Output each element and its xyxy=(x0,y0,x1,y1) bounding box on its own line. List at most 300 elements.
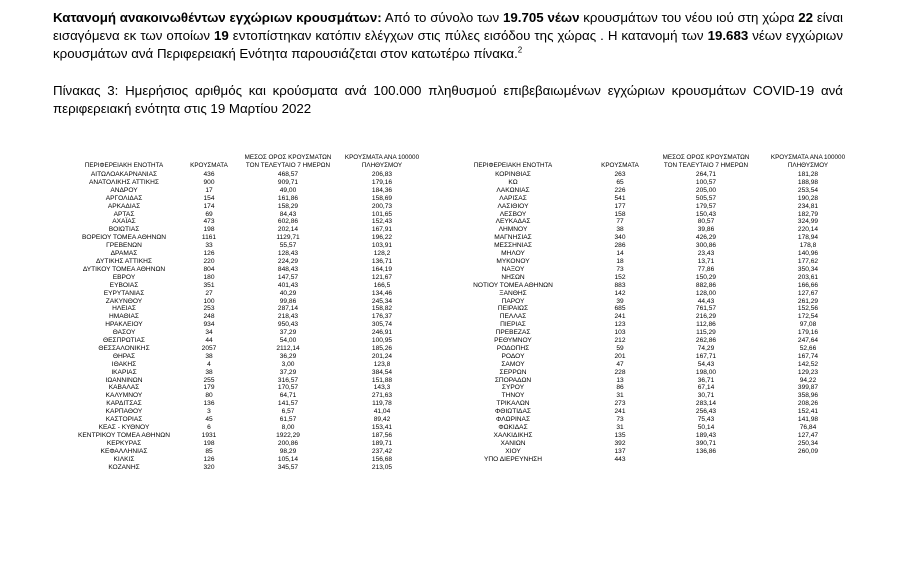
cell-cases: 80 xyxy=(205,392,213,400)
cell-avg7: 36,29 xyxy=(279,352,297,360)
cell-per100k: 134,46 xyxy=(371,289,393,297)
cell-cases: 883 xyxy=(614,281,626,289)
cell-cases: 1931 xyxy=(201,431,217,439)
cell-per100k: 177,62 xyxy=(797,257,819,265)
table-row xyxy=(58,400,848,408)
cell-per100k: 127,47 xyxy=(797,431,819,439)
cell-region: ΠΑΡΟΥ xyxy=(501,297,525,305)
cell-avg7: 1922,29 xyxy=(276,431,300,439)
cell-per100k: 234,81 xyxy=(797,202,819,210)
cell-region: ΒΟΡΕΙΟΥ ΤΟΜΕΑ ΑΘΗΝΩΝ xyxy=(81,234,167,242)
table-row xyxy=(58,266,848,274)
cell-region: ΘΑΣΟΥ xyxy=(112,329,136,337)
cell-avg7: 8,00 xyxy=(281,424,295,431)
cell-region: ΝΗΣΩΝ xyxy=(501,273,525,281)
cell-cases: 255 xyxy=(203,376,215,384)
cell-cases: 685 xyxy=(614,305,626,313)
cell-avg7: 426,29 xyxy=(695,234,717,242)
cell-region: ΚΕΝΤΡΙΚΟΥ ΤΟΜΕΑ ΑΘΗΝΩΝ xyxy=(78,431,170,439)
cell-avg7: 345,57 xyxy=(277,463,299,471)
cell-per100k: 182,79 xyxy=(797,210,819,218)
header-cases-right: ΚΡΟΥΣΜΑΤΑ xyxy=(601,161,639,169)
table-row xyxy=(58,313,848,321)
cell-cases: 180 xyxy=(203,273,215,281)
cell-cases: 85 xyxy=(205,447,213,455)
header-per100k-line1: ΚΡΟΥΣΜΑΤΑ ΑΝΑ 100000 xyxy=(770,154,846,161)
cell-avg7: 150,43 xyxy=(695,210,717,218)
cell-per100k: 187,56 xyxy=(371,431,393,439)
cell-per100k: 203,61 xyxy=(797,273,819,281)
cell-per100k: 89,42 xyxy=(373,416,391,424)
header-per100k-left xyxy=(342,154,422,169)
cell-per100k: 181,28 xyxy=(797,171,819,178)
cell-cases: 14 xyxy=(616,250,624,258)
cell-avg7: 37,29 xyxy=(279,329,297,337)
cell-cases: 103 xyxy=(614,329,626,337)
cell-region: ΠΕΛΛΑΣ xyxy=(499,313,527,321)
cell-per100k: 200,73 xyxy=(371,202,393,210)
cell-cases: 13 xyxy=(616,376,624,384)
cell-region: ΚΕΦΑΛΛΗΝΙΑΣ xyxy=(100,447,148,455)
table-row xyxy=(58,298,848,306)
cell-avg7: 300,86 xyxy=(695,242,717,250)
cell-avg7: 30,71 xyxy=(697,392,715,400)
cell-cases: 340 xyxy=(614,234,626,242)
header-region-left: ΠΕΡΙΦΕΡΕΙΑΚΗ ΕΝΟΤΗΤΑ xyxy=(84,161,164,169)
cell-per100k: 208,26 xyxy=(797,400,819,408)
cell-per100k: 103,91 xyxy=(371,242,393,250)
cell-per100k: 158,82 xyxy=(371,305,393,313)
cell-region: ΚΑΡΔΙΤΣΑΣ xyxy=(106,400,142,408)
cell-avg7: 141,57 xyxy=(277,400,299,408)
cell-per100k: 128,2 xyxy=(373,250,391,258)
cell-avg7: 64,71 xyxy=(279,392,297,400)
cell-avg7: 80,57 xyxy=(697,218,715,226)
cell-region: ΚΑΡΠΑΘΟΥ xyxy=(105,408,143,416)
cell-region: ΔΥΤΙΚΗΣ ΑΤΤΙΚΗΣ xyxy=(96,257,152,265)
cell-region: ΚΟΖΑΝΗΣ xyxy=(108,463,140,471)
cell-cases: 4 xyxy=(207,360,211,368)
cell-avg7: 40,29 xyxy=(279,289,297,297)
cell-cases: 39 xyxy=(616,297,624,305)
cell-cases: 126 xyxy=(203,250,215,258)
cell-avg7: 2112,14 xyxy=(276,344,300,352)
cell-region: ΦΩΚΙΔΑΣ xyxy=(498,424,528,431)
cell-avg7: 468,57 xyxy=(277,171,299,178)
cell-cases: 273 xyxy=(614,400,626,408)
cell-cases: 34 xyxy=(205,329,213,337)
cell-cases: 33 xyxy=(205,242,213,250)
cell-per100k: 179,16 xyxy=(797,329,819,337)
cell-per100k: 324,99 xyxy=(797,218,819,226)
cell-avg7: 158,29 xyxy=(277,202,299,210)
cell-avg7: 105,14 xyxy=(277,455,299,463)
cell-region: ΦΘΙΩΤΙΔΑΣ xyxy=(495,408,531,416)
cell-region: ΛΕΣΒΟΥ xyxy=(499,210,527,218)
cell-cases: 248 xyxy=(203,313,215,321)
cell-avg7: 283,14 xyxy=(695,400,717,408)
cell-avg7: 256,43 xyxy=(695,408,717,416)
cell-region: ΣΥΡΟΥ xyxy=(501,384,525,392)
cell-cases: 38 xyxy=(205,368,213,376)
cell-cases: 69 xyxy=(205,210,213,218)
cell-avg7: 74,29 xyxy=(697,344,715,352)
cell-per100k: 152,56 xyxy=(797,305,819,313)
cell-cases: 226 xyxy=(614,186,626,194)
intro-imported: 22 xyxy=(798,10,814,25)
header-avg-line2: ΤΟΝ ΤΕΛΕΥΤΑΙΟ 7 ΗΜΕΡΩΝ xyxy=(245,161,331,169)
table-row xyxy=(58,211,848,219)
cell-cases: 38 xyxy=(616,226,624,234)
cell-region: ΝΑΞΟΥ xyxy=(501,265,525,273)
table-row xyxy=(58,440,848,448)
cell-per100k: 189,71 xyxy=(371,439,393,447)
cell-per100k: 152,41 xyxy=(797,408,819,416)
cell-per100k: 119,78 xyxy=(372,400,392,408)
cell-cases: 174 xyxy=(203,202,215,210)
cell-per100k: 190,28 xyxy=(797,194,819,202)
cell-region: ΗΡΑΚΛΕΙΟΥ xyxy=(105,321,143,329)
cell-cases: 73 xyxy=(616,416,624,424)
cell-per100k: 201,24 xyxy=(371,352,393,360)
table-row xyxy=(58,464,848,472)
table-row xyxy=(58,456,848,464)
cell-per100k: 185,26 xyxy=(371,344,393,352)
cell-cases: 3 xyxy=(207,408,211,416)
cell-avg7: 84,43 xyxy=(279,210,297,218)
table-row xyxy=(58,234,848,242)
cell-per100k: 121,67 xyxy=(371,273,393,281)
cell-region: ΙΚΑΡΙΑΣ xyxy=(111,368,137,376)
cell-region: ΦΛΩΡΙΝΑΣ xyxy=(495,416,531,424)
cell-avg7: 602,86 xyxy=(277,218,299,226)
table-row xyxy=(58,274,848,282)
cell-per100k: 142,52 xyxy=(797,360,819,368)
cell-per100k: 52,66 xyxy=(799,344,817,352)
cell-per100k: 260,09 xyxy=(797,447,819,455)
cell-per100k: 358,96 xyxy=(797,392,819,400)
cell-region: ΤΡΙΚΑΛΩΝ xyxy=(496,400,530,408)
cell-region: ΚΑΣΤΟΡΙΑΣ xyxy=(105,416,143,424)
cell-region: ΗΜΑΘΙΑΣ xyxy=(109,313,139,321)
cell-avg7: 150,29 xyxy=(695,273,717,281)
cell-per100k: 196,22 xyxy=(371,234,393,242)
cell-per100k: 305,74 xyxy=(371,321,393,329)
table-row xyxy=(58,290,848,298)
cell-cases: 142 xyxy=(614,289,626,297)
cell-cases: 59 xyxy=(616,344,624,352)
cell-avg7: 50,14 xyxy=(697,424,715,431)
cell-avg7: 205,00 xyxy=(695,186,717,194)
cell-cases: 137 xyxy=(614,447,626,455)
cell-per100k: 220,14 xyxy=(797,226,819,234)
cell-region: ΚΑΛΥΜΝΟΥ xyxy=(105,392,143,400)
cell-region: ΑΡΤΑΣ xyxy=(113,210,135,218)
table-row xyxy=(58,432,848,440)
cell-region: ΕΥΡΥΤΑΝΙΑΣ xyxy=(103,289,145,297)
cell-cases: 27 xyxy=(205,289,213,297)
cell-cases: 86 xyxy=(616,384,624,392)
cell-cases: 212 xyxy=(614,337,626,345)
cell-avg7: 49,00 xyxy=(279,186,297,194)
cell-cases: 31 xyxy=(616,392,624,400)
cell-region: ΧΙΟΥ xyxy=(505,447,521,455)
cell-region: ΔΡΑΜΑΣ xyxy=(110,250,138,258)
cell-avg7: 161,86 xyxy=(277,194,299,202)
cell-cases: 65 xyxy=(616,178,624,186)
cell-per100k: 250,34 xyxy=(797,439,819,447)
table-row xyxy=(58,392,848,400)
cell-region: ΑΝΔΡΟΥ xyxy=(110,186,138,194)
cell-region: ΘΗΡΑΣ xyxy=(112,352,136,360)
intro-border: 19 xyxy=(213,28,229,44)
cell-region: ΠΕΙΡΑΙΩΣ xyxy=(497,305,529,313)
cell-per100k: 166,5 xyxy=(373,281,391,289)
table-row xyxy=(58,384,848,392)
intro-text-3: είναι εισαγόμενα εκ των οποίων xyxy=(53,10,844,44)
table-row xyxy=(58,250,848,258)
cell-avg7: 202,14 xyxy=(277,226,299,234)
table-row xyxy=(58,321,848,329)
cell-region: ΧΑΝΙΩΝ xyxy=(500,439,526,447)
cell-avg7: 224,29 xyxy=(277,257,299,265)
cell-avg7: 167,71 xyxy=(695,352,717,360)
cell-region: ΕΥΒΟΙΑΣ xyxy=(109,281,139,289)
cell-cases: 253 xyxy=(203,305,215,313)
table-row xyxy=(58,337,848,345)
cell-per100k: 176,37 xyxy=(371,313,393,321)
cell-region: ΑΡΚΑΔΙΑΣ xyxy=(107,202,141,210)
cell-per100k: 101,65 xyxy=(371,210,393,218)
cell-cases: 179 xyxy=(203,384,215,392)
cell-cases: 351 xyxy=(203,281,215,289)
cell-region: ΠΙΕΡΙΑΣ xyxy=(500,321,526,329)
cell-avg7: 401,43 xyxy=(277,281,299,289)
cell-per100k: 350,34 xyxy=(797,265,819,273)
cell-region: ΑΝΑΤΟΛΙΚΗΣ ΑΤΤΙΚΗΣ xyxy=(89,178,159,186)
table-row xyxy=(58,171,848,179)
cell-cases: 228 xyxy=(614,368,626,376)
table-row xyxy=(58,226,848,234)
cell-per100k: 151,88 xyxy=(371,376,393,384)
cell-per100k: 158,69 xyxy=(371,194,393,202)
table-row xyxy=(58,424,848,432)
cell-avg7: 115,29 xyxy=(696,329,716,337)
cell-region: ΜΑΓΝΗΣΙΑΣ xyxy=(494,234,532,242)
cell-avg7: 99,86 xyxy=(279,297,297,305)
cell-cases: 934 xyxy=(203,321,215,329)
cell-avg7: 55,57 xyxy=(279,242,297,250)
cell-region: ΧΑΛΚΙΔΙΚΗΣ xyxy=(493,431,533,439)
cell-region: ΛΕΥΚΑΔΑΣ xyxy=(495,218,531,226)
cell-avg7: 848,43 xyxy=(277,265,299,273)
header-avg-line1: ΜΕΣΟΣ ΟΡΟΣ ΚΡΟΥΣΜΑΤΩΝ xyxy=(662,154,750,161)
cell-avg7: 23,43 xyxy=(697,250,715,258)
cell-per100k: 153,41 xyxy=(371,424,393,431)
table-row xyxy=(58,282,848,290)
cell-avg7: 100,57 xyxy=(695,178,717,186)
cell-cases: 201 xyxy=(614,352,626,360)
cell-cases: 804 xyxy=(203,265,215,273)
cell-region: ΙΘΑΚΗΣ xyxy=(111,360,137,368)
cell-region: ΒΟΙΩΤΙΑΣ xyxy=(108,226,140,234)
cell-cases: 320 xyxy=(203,463,215,471)
cell-avg7: 75,43 xyxy=(697,416,715,424)
cell-per100k: 172,54 xyxy=(797,313,819,321)
cell-region: ΖΑΚΥΝΘΟΥ xyxy=(105,297,143,305)
cell-per100k: 261,29 xyxy=(797,297,819,305)
cell-avg7: 13,71 xyxy=(697,257,715,265)
intro-heading: Κατανομή ανακοινωθέντων εγχώριων κρουσμάτων: xyxy=(53,10,382,25)
cell-region: ΔΥΤΙΚΟΥ ΤΟΜΕΑ ΑΘΗΝΩΝ xyxy=(82,265,166,273)
cell-per100k: 167,74 xyxy=(797,352,819,360)
cell-per100k: 152,43 xyxy=(371,218,393,226)
header-per100k-line2: ΠΛΗΘΥΣΜΟΥ xyxy=(361,161,403,169)
cell-per100k: 100,95 xyxy=(371,337,393,345)
cell-avg7: 39,86 xyxy=(697,226,715,234)
cell-per100k: 179,16 xyxy=(371,178,393,186)
intro-total-new: 19.705 νέων xyxy=(503,10,580,25)
cell-per100k: 246,91 xyxy=(371,329,393,337)
cell-cases: 436 xyxy=(203,171,215,178)
cell-cases: 44 xyxy=(205,337,213,345)
cell-cases: 392 xyxy=(614,439,626,447)
cell-per100k: 253,54 xyxy=(797,186,819,194)
cell-avg7: 112,86 xyxy=(696,321,716,329)
cell-avg7: 761,57 xyxy=(695,305,717,313)
cell-avg7: 505,57 xyxy=(695,194,717,202)
cell-cases: 541 xyxy=(614,194,626,202)
cell-region: ΚΕΑΣ - ΚΥΘΝΟΥ xyxy=(98,424,150,431)
table-row xyxy=(58,203,848,211)
cell-per100k: 184,36 xyxy=(371,186,393,194)
cell-region: ΚΕΡΚΥΡΑΣ xyxy=(106,439,142,447)
cell-avg7: 316,57 xyxy=(277,376,299,384)
cell-cases: 6 xyxy=(207,424,211,431)
header-cases-left: ΚΡΟΥΣΜΑΤΑ xyxy=(190,161,228,169)
table-row xyxy=(58,258,848,266)
cell-per100k: 384,54 xyxy=(371,368,393,376)
cell-avg7: 61,57 xyxy=(279,416,297,424)
cell-avg7: 98,29 xyxy=(279,447,297,455)
cell-cases: 123 xyxy=(614,321,626,329)
cell-region: ΜΕΣΣΗΝΙΑΣ xyxy=(494,242,532,250)
cell-per100k: 140,96 xyxy=(797,250,819,258)
cell-region: ΞΑΝΘΗΣ xyxy=(499,289,527,297)
cell-cases: 136 xyxy=(203,400,215,408)
cell-cases: 473 xyxy=(203,218,215,226)
cell-per100k: 237,42 xyxy=(371,447,393,455)
table-row xyxy=(58,242,848,250)
cell-avg7: 262,86 xyxy=(695,337,717,345)
intro-text-4: εντοπίστηκαν κατόπιν ελέγχων στις πύλες εισόδου της χώρας . Η κατανομή των xyxy=(232,28,704,44)
cell-avg7: 128,00 xyxy=(695,289,717,297)
cell-avg7: 950,43 xyxy=(277,321,299,329)
header-avg-right xyxy=(646,154,766,169)
cell-region: ΣΠΟΡΑΔΩΝ xyxy=(494,376,532,384)
cell-per100k: 164,19 xyxy=(371,265,393,273)
cell-avg7: 54,43 xyxy=(697,360,715,368)
intro-domestic: 19.683 xyxy=(707,28,749,44)
cell-avg7: 136,86 xyxy=(695,447,717,455)
cell-cases: 177 xyxy=(614,202,626,210)
cell-per100k: 143,3 xyxy=(373,384,391,392)
cell-region: ΣΑΜΟΥ xyxy=(501,360,525,368)
cell-region: ΚΑΒΑΛΑΣ xyxy=(108,384,140,392)
cell-region: ΥΠΟ ΔΙΕΡΕΥΝΗΣΗ xyxy=(484,455,542,463)
table-body xyxy=(58,171,848,471)
cell-avg7: 216,29 xyxy=(695,313,717,321)
cell-per100k: 206,83 xyxy=(371,171,393,178)
cell-region: ΡΟΔΟΥ xyxy=(501,352,525,360)
cell-avg7: 37,29 xyxy=(279,368,297,376)
cell-per100k: 41,04 xyxy=(373,408,391,416)
cell-cases: 154 xyxy=(203,194,215,202)
table-row xyxy=(58,179,848,187)
cell-region: ΛΗΜΝΟΥ xyxy=(498,226,528,234)
cell-region: ΘΕΣΣΑΛΟΝΙΚΗΣ xyxy=(98,344,150,352)
cell-region: ΡΟΔΟΠΗΣ xyxy=(496,344,530,352)
table-row xyxy=(58,195,848,203)
table-row xyxy=(58,408,848,416)
cell-region: ΜΥΚΟΝΟΥ xyxy=(496,257,530,265)
table-row xyxy=(58,361,848,369)
table-row xyxy=(58,448,848,456)
table-row xyxy=(58,218,848,226)
cell-per100k: 213,05 xyxy=(371,463,393,471)
cell-region: ΛΑΣΙΘΙΟΥ xyxy=(497,202,529,210)
cell-cases: 263 xyxy=(614,171,626,178)
table-caption: Πίνακας 3: Ημερήσιος αριθμός και κρούσματα ανά 100.000 πληθυσμού επιβεβαιωμένων εγχώριων κρουσμάτων COVID-19 ανά περιφερειακή ενότητα στις 19 Μαρτίου 2022 xyxy=(53,83,843,117)
cell-per100k: 247,64 xyxy=(797,337,819,345)
cell-per100k: 156,68 xyxy=(371,455,393,463)
cell-region: ΘΕΣΠΡΩΤΙΑΣ xyxy=(102,337,146,345)
cell-region: ΑΙΤΩΛΟΑΚΑΡΝΑΝΙΑΣ xyxy=(90,171,158,178)
header-avg-line2: ΤΟΝ ΤΕΛΕΥΤΑΙΟ 7 ΗΜΕΡΩΝ xyxy=(663,161,749,169)
cell-region: ΑΡΓΟΛΙΔΑΣ xyxy=(105,194,143,202)
cell-avg7: 909,71 xyxy=(277,178,299,186)
cell-cases: 900 xyxy=(203,178,215,186)
cell-cases: 220 xyxy=(203,257,215,265)
cell-per100k: 245,34 xyxy=(371,297,393,305)
cell-per100k: 123,8 xyxy=(373,360,391,368)
header-per100k-right xyxy=(768,154,848,169)
cell-cases: 152 xyxy=(614,273,626,281)
cell-region: ΡΕΘΥΜΝΟΥ xyxy=(494,337,532,345)
cell-cases: 135 xyxy=(614,431,626,439)
cell-region: ΛΑΚΩΝΙΑΣ xyxy=(496,186,530,194)
table-row xyxy=(58,377,848,385)
cell-cases: 47 xyxy=(616,360,624,368)
cell-per100k: 178,8 xyxy=(799,242,817,250)
cell-cases: 1161 xyxy=(201,234,217,242)
cell-avg7: 77,86 xyxy=(697,265,715,273)
cell-region: ΛΑΡΙΣΑΣ xyxy=(499,194,527,202)
cell-avg7: 1129,71 xyxy=(276,234,300,242)
cell-per100k: 178,94 xyxy=(797,234,819,242)
cell-avg7: 170,57 xyxy=(277,384,299,392)
cell-cases: 31 xyxy=(616,424,624,431)
cell-cases: 77 xyxy=(616,218,624,226)
cell-per100k: 136,71 xyxy=(371,257,393,265)
cell-avg7: 44,43 xyxy=(697,297,715,305)
intro-text-1: Από το σύνολο των xyxy=(384,10,500,25)
cell-cases: 241 xyxy=(614,313,626,321)
cell-avg7: 198,00 xyxy=(695,368,717,376)
cell-per100k: 399,87 xyxy=(797,384,819,392)
cell-avg7: 36,71 xyxy=(697,376,715,384)
cell-avg7: 54,00 xyxy=(279,337,297,345)
